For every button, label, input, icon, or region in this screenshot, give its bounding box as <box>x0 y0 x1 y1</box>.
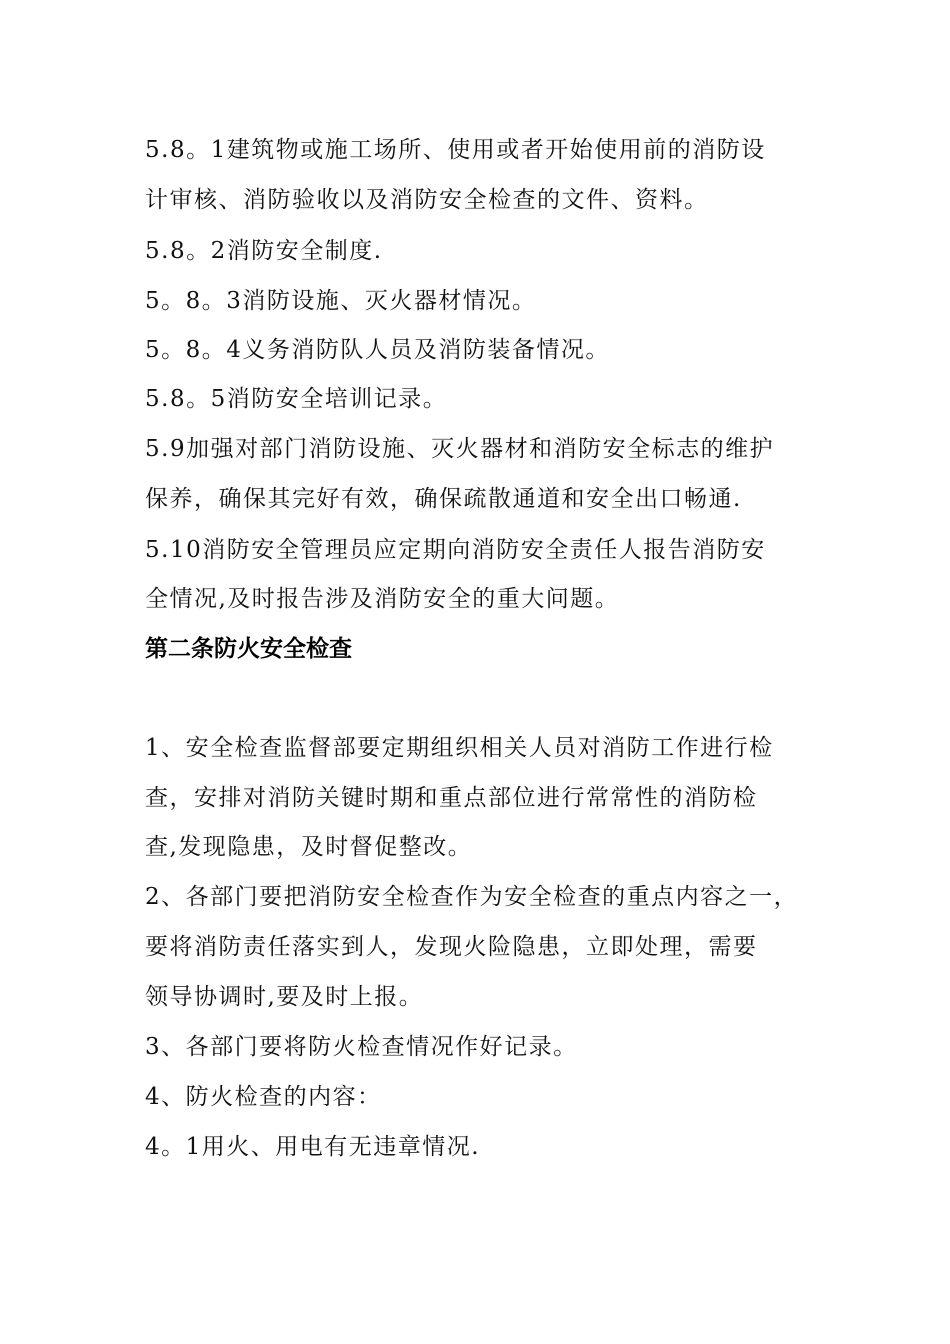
text-line: 3、各部门要将防火检查情况作好记录。 <box>145 1034 578 1060</box>
text-line: 领导协调时,要及时上报。 <box>145 984 424 1010</box>
text-line: 5.9加强对部门消防设施、灭火器材和消防安全标志的维护 <box>145 436 775 462</box>
text-line: 5.8。5消防安全培训记录。 <box>145 386 448 412</box>
text-line: 要将消防责任落实到人，发现火险隐患，立即处理，需要 <box>145 934 758 960</box>
section-heading: 第二条防火安全检查 <box>145 636 352 662</box>
text-line: 计审核、消防验收以及消防安全检查的文件、资料。 <box>145 187 709 213</box>
text-line: 保养，确保其完好有效，确保疏散通道和安全出口畅通. <box>145 486 742 512</box>
text-line: 2、各部门要把消防安全检查作为安全检查的重点内容之一， <box>145 884 799 910</box>
text-line: 5。8。3消防设施、灭火器材情况。 <box>145 288 537 314</box>
text-line: 5.10消防安全管理员应定期向消防安全责任人报告消防安 <box>145 537 766 563</box>
text-line: 全情况,及时报告涉及消防安全的重大问题。 <box>145 586 620 612</box>
text-line: 4。1用火、用电有无违章情况. <box>145 1134 481 1160</box>
text-line: 查,发现隐患，及时督促整改。 <box>145 834 473 860</box>
text-line: 5。8。4义务消防队人员及消防装备情况。 <box>145 337 610 363</box>
text-line: 查，安排对消防关键时期和重点部位进行常常性的消防检 <box>145 785 758 811</box>
text-line: 5.8。1建筑物或施工场所、使用或者开始使用前的消防设 <box>145 137 766 163</box>
text-line: 5.8。2消防安全制度. <box>145 238 383 264</box>
text-line: 4、防火检查的内容： <box>145 1084 382 1110</box>
text-line: 1、安全检查监督部要定期组织相关人员对消防工作进行检 <box>145 735 774 761</box>
